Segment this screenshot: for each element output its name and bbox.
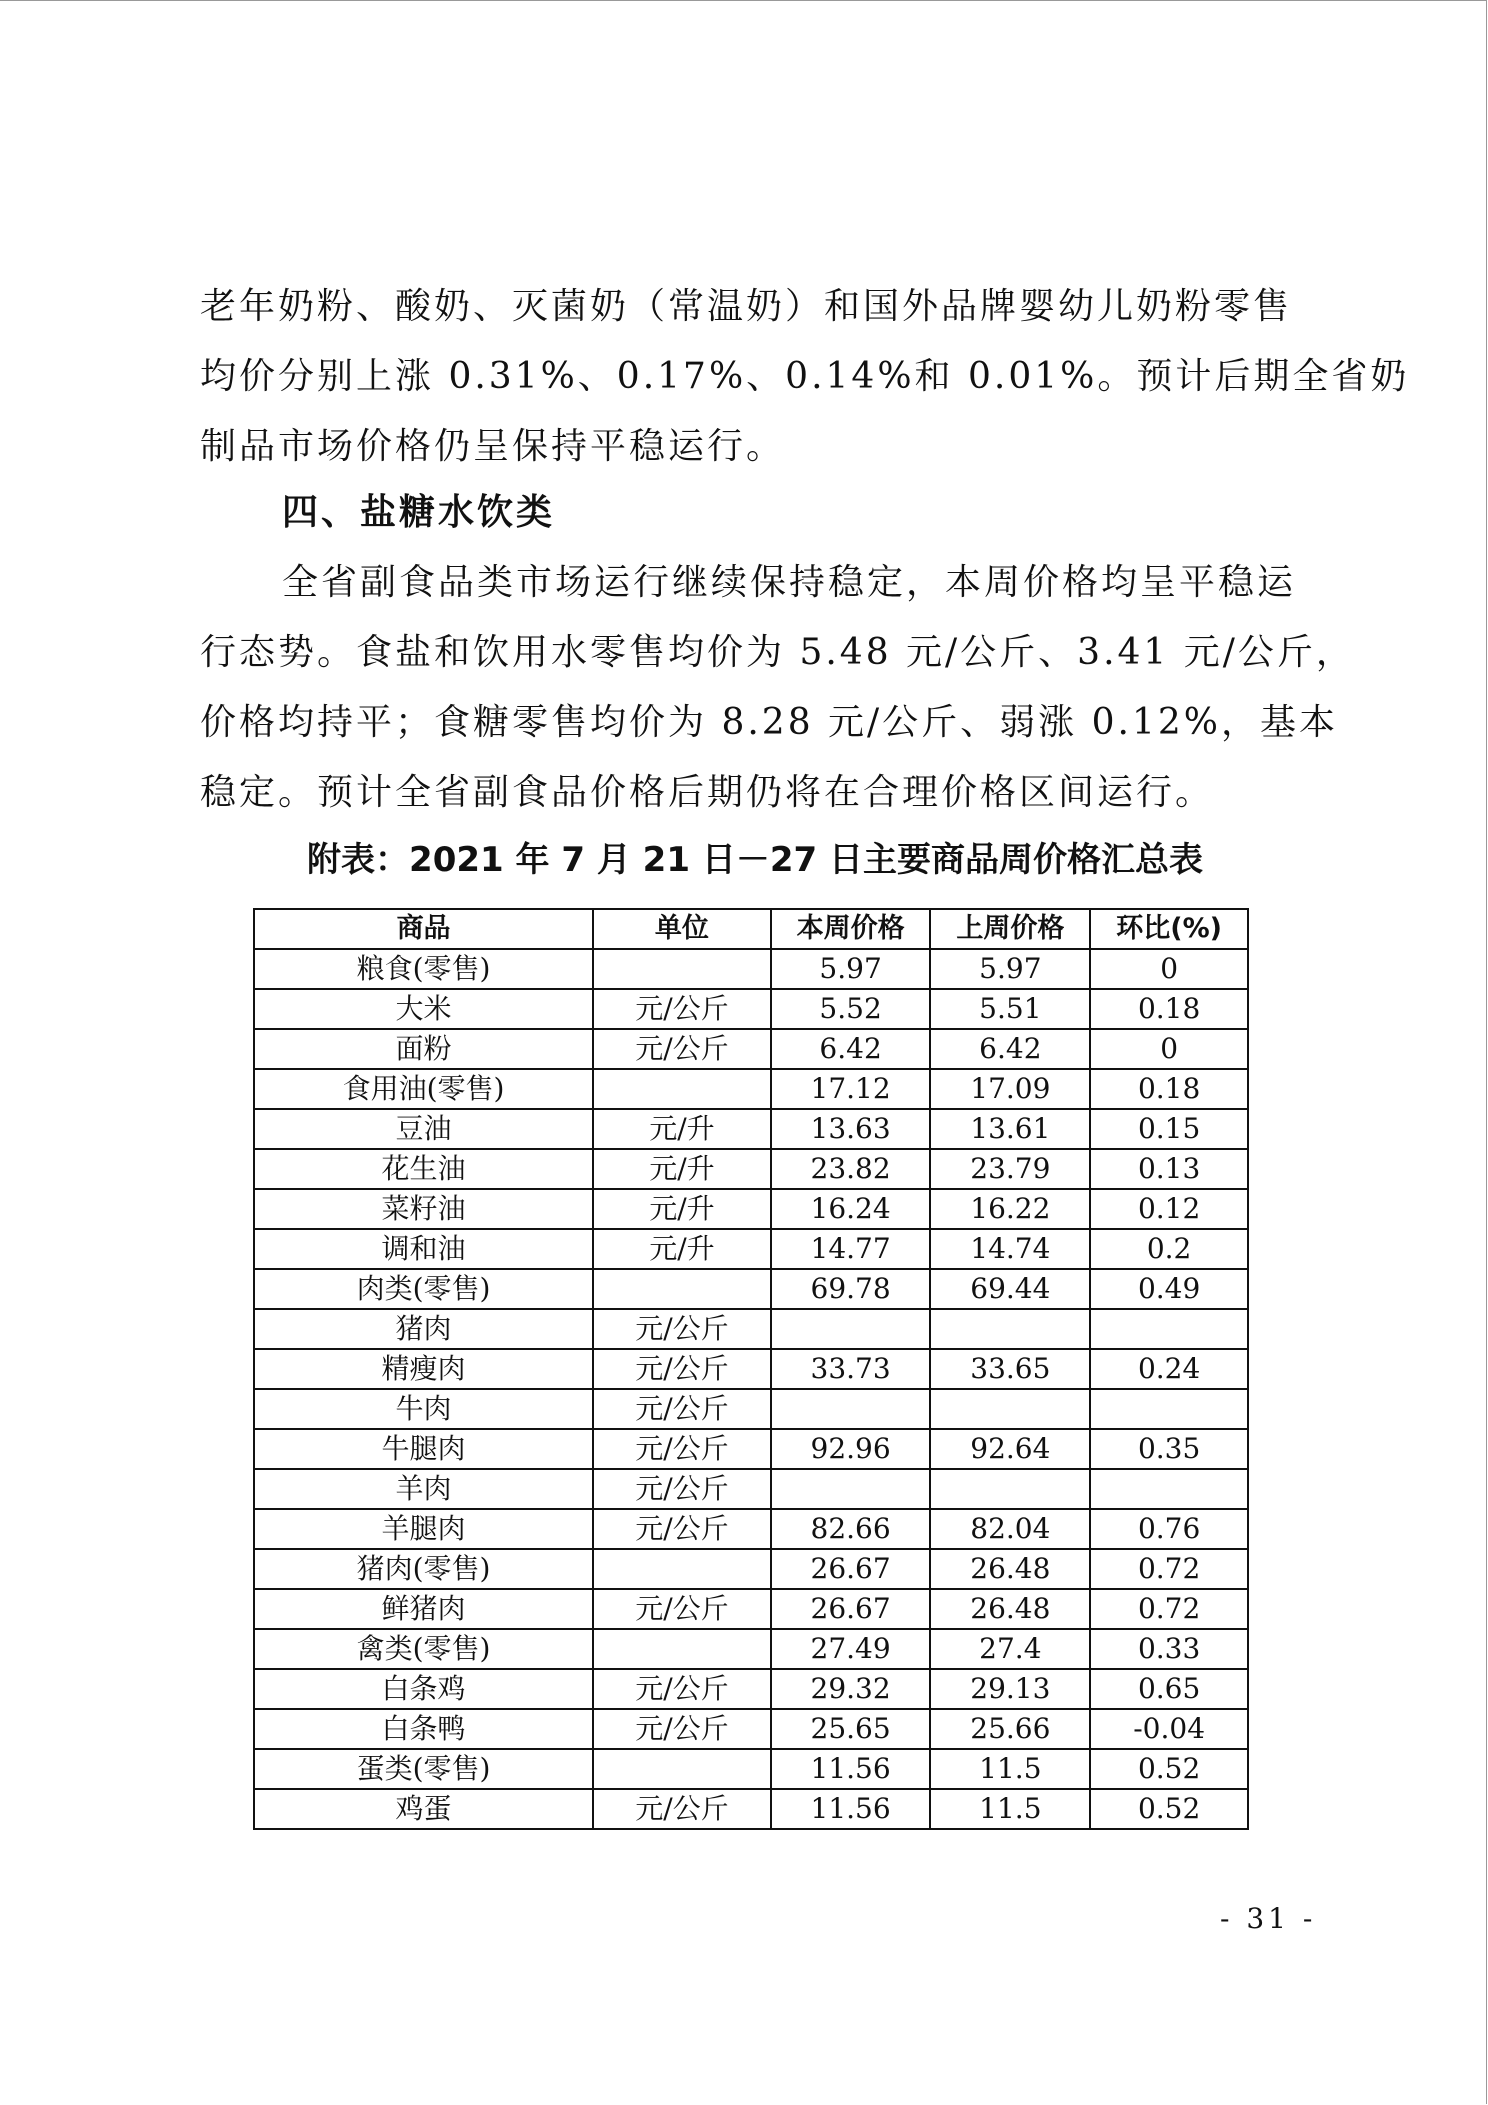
cell-change: 0.76	[1090, 1509, 1248, 1549]
cell-unit	[593, 1629, 771, 1669]
cell-last-week: 6.42	[930, 1029, 1090, 1069]
cell-unit	[593, 1069, 771, 1109]
cell-change: 0.52	[1090, 1789, 1248, 1829]
cell-this-week: 17.12	[771, 1069, 931, 1109]
cell-this-week: 5.52	[771, 989, 931, 1029]
cell-unit: 元/公斤	[593, 1349, 771, 1389]
cell-this-week: 26.67	[771, 1549, 931, 1589]
cell-this-week: 16.24	[771, 1189, 931, 1229]
table-row	[254, 1789, 1248, 1829]
table-row	[254, 1229, 1248, 1269]
table-row	[254, 949, 1248, 989]
cell-change: 0.49	[1090, 1269, 1248, 1309]
paragraph-line: 稳定。预计全省副食品价格后期仍将在合理价格区间运行。	[200, 772, 1215, 813]
table-header-row	[254, 909, 1248, 949]
cell-unit: 元/公斤	[593, 1509, 771, 1549]
page-number: - 31 -	[1220, 1902, 1317, 1935]
cell-unit: 元/升	[593, 1229, 771, 1269]
cell-last-week: 82.04	[930, 1509, 1090, 1549]
cell-change	[1090, 1469, 1248, 1509]
cell-this-week: 25.65	[771, 1709, 931, 1749]
cell-commodity: 羊腿肉	[254, 1509, 593, 1549]
table-row	[254, 1629, 1248, 1669]
cell-commodity: 肉类(零售)	[254, 1269, 593, 1309]
cell-this-week: 6.42	[771, 1029, 931, 1069]
table-row	[254, 1109, 1248, 1149]
cell-last-week: 29.13	[930, 1669, 1090, 1709]
header-change-percent: 环比(%)	[1090, 909, 1248, 949]
cell-last-week	[930, 1309, 1090, 1349]
cell-change: 0.15	[1090, 1109, 1248, 1149]
cell-this-week: 29.32	[771, 1669, 931, 1709]
cell-this-week: 33.73	[771, 1349, 931, 1389]
table-row	[254, 989, 1248, 1029]
cell-last-week: 5.97	[930, 949, 1090, 989]
table-row	[254, 1709, 1248, 1749]
cell-commodity: 食用油(零售)	[254, 1069, 593, 1109]
table-row	[254, 1429, 1248, 1469]
cell-unit: 元/公斤	[593, 1429, 771, 1469]
cell-commodity: 大米	[254, 989, 593, 1029]
table-row	[254, 1309, 1248, 1349]
cell-last-week: 92.64	[930, 1429, 1090, 1469]
cell-last-week: 69.44	[930, 1269, 1090, 1309]
header-last-week-price: 上周价格	[930, 909, 1090, 949]
cell-this-week: 13.63	[771, 1109, 931, 1149]
paragraph-salt-sugar	[200, 548, 1355, 828]
cell-commodity: 鲜猪肉	[254, 1589, 593, 1629]
cell-commodity: 精瘦肉	[254, 1349, 593, 1389]
table-row	[254, 1269, 1248, 1309]
cell-last-week: 14.74	[930, 1229, 1090, 1269]
cell-unit: 元/公斤	[593, 1669, 771, 1709]
table-row	[254, 1549, 1248, 1589]
cell-commodity: 猪肉(零售)	[254, 1549, 593, 1589]
cell-change: 0	[1090, 1029, 1248, 1069]
cell-this-week	[771, 1309, 931, 1349]
cell-commodity: 调和油	[254, 1229, 593, 1269]
cell-last-week: 13.61	[930, 1109, 1090, 1149]
cell-unit: 元/公斤	[593, 1709, 771, 1749]
cell-commodity: 禽类(零售)	[254, 1629, 593, 1669]
paragraph-dairy	[200, 272, 1410, 482]
cell-unit: 元/公斤	[593, 1589, 771, 1629]
cell-unit	[593, 949, 771, 989]
cell-unit	[593, 1269, 771, 1309]
cell-change: 0.33	[1090, 1629, 1248, 1669]
cell-change: 0.72	[1090, 1589, 1248, 1629]
cell-commodity: 白条鸡	[254, 1669, 593, 1709]
cell-commodity: 豆油	[254, 1109, 593, 1149]
cell-change: -0.04	[1090, 1709, 1248, 1749]
cell-change: 0.24	[1090, 1349, 1248, 1389]
table-row	[254, 1469, 1248, 1509]
cell-last-week: 27.4	[930, 1629, 1090, 1669]
cell-change: 0.13	[1090, 1149, 1248, 1189]
cell-this-week: 82.66	[771, 1509, 931, 1549]
cell-unit: 元/公斤	[593, 1789, 771, 1829]
cell-change: 0.2	[1090, 1229, 1248, 1269]
cell-commodity: 白条鸭	[254, 1709, 593, 1749]
header-unit: 单位	[593, 909, 771, 949]
cell-change: 0.52	[1090, 1749, 1248, 1789]
header-commodity: 商品	[254, 909, 593, 949]
cell-change: 0.35	[1090, 1429, 1248, 1469]
cell-last-week: 25.66	[930, 1709, 1090, 1749]
cell-change: 0.18	[1090, 1069, 1248, 1109]
cell-unit: 元/公斤	[593, 1389, 771, 1429]
table-title: 附表：2021 年 7 月 21 日－27 日主要商品周价格汇总表	[307, 840, 1203, 880]
cell-last-week: 26.48	[930, 1549, 1090, 1589]
paragraph-line: 均价分别上涨 0.31%、0.17%、0.14%和 0.01%。预计后期全省奶	[200, 356, 1410, 397]
table-row	[254, 1509, 1248, 1549]
cell-this-week: 11.56	[771, 1789, 931, 1829]
cell-change: 0.12	[1090, 1189, 1248, 1229]
cell-commodity: 蛋类(零售)	[254, 1749, 593, 1789]
cell-change: 0	[1090, 949, 1248, 989]
cell-commodity: 鸡蛋	[254, 1789, 593, 1829]
table-row	[254, 1669, 1248, 1709]
cell-last-week: 11.5	[930, 1749, 1090, 1789]
cell-commodity: 牛腿肉	[254, 1429, 593, 1469]
cell-commodity: 羊肉	[254, 1469, 593, 1509]
cell-unit: 元/升	[593, 1149, 771, 1189]
cell-change: 0.65	[1090, 1669, 1248, 1709]
cell-change: 0.18	[1090, 989, 1248, 1029]
cell-commodity: 猪肉	[254, 1309, 593, 1349]
cell-last-week: 16.22	[930, 1189, 1090, 1229]
cell-last-week: 17.09	[930, 1069, 1090, 1109]
cell-unit	[593, 1749, 771, 1789]
cell-unit: 元/公斤	[593, 1469, 771, 1509]
cell-commodity: 花生油	[254, 1149, 593, 1189]
cell-commodity: 面粉	[254, 1029, 593, 1069]
table-row	[254, 1029, 1248, 1069]
cell-commodity: 粮食(零售)	[254, 949, 593, 989]
cell-commodity: 菜籽油	[254, 1189, 593, 1229]
cell-this-week: 11.56	[771, 1749, 931, 1789]
cell-last-week: 26.48	[930, 1589, 1090, 1629]
cell-unit: 元/升	[593, 1189, 771, 1229]
paragraph-line: 价格均持平；食糖零售均价为 8.28 元/公斤、弱涨 0.12%，基本	[200, 702, 1338, 743]
cell-unit	[593, 1549, 771, 1589]
table-row	[254, 1349, 1248, 1389]
header-this-week-price: 本周价格	[771, 909, 931, 949]
cell-last-week	[930, 1469, 1090, 1509]
table-row	[254, 1069, 1248, 1109]
table-body	[254, 949, 1248, 1829]
paragraph-line: 老年奶粉、酸奶、灭菌奶（常温奶）和国外品牌婴幼儿奶粉零售	[200, 286, 1293, 327]
cell-this-week: 23.82	[771, 1149, 931, 1189]
section-heading: 四、盐糖水饮类	[282, 492, 556, 533]
cell-change: 0.72	[1090, 1549, 1248, 1589]
cell-last-week: 33.65	[930, 1349, 1090, 1389]
cell-commodity: 牛肉	[254, 1389, 593, 1429]
table-row	[254, 1589, 1248, 1629]
price-summary-table	[253, 908, 1249, 1830]
cell-last-week: 5.51	[930, 989, 1090, 1029]
cell-unit: 元/公斤	[593, 1029, 771, 1069]
cell-unit: 元/公斤	[593, 989, 771, 1029]
cell-this-week: 26.67	[771, 1589, 931, 1629]
cell-last-week: 11.5	[930, 1789, 1090, 1829]
cell-this-week	[771, 1469, 931, 1509]
table-row	[254, 1149, 1248, 1189]
table-row	[254, 1389, 1248, 1429]
cell-this-week: 27.49	[771, 1629, 931, 1669]
paragraph-line: 制品市场价格仍呈保持平稳运行。	[200, 426, 786, 467]
cell-this-week: 5.97	[771, 949, 931, 989]
cell-unit: 元/公斤	[593, 1309, 771, 1349]
table-row	[254, 1189, 1248, 1229]
paragraph-line: 全省副食品类市场运行继续保持稳定，本周价格均呈平稳运	[282, 562, 1297, 603]
cell-this-week: 69.78	[771, 1269, 931, 1309]
cell-change	[1090, 1389, 1248, 1429]
cell-this-week: 92.96	[771, 1429, 931, 1469]
cell-this-week: 14.77	[771, 1229, 931, 1269]
cell-unit: 元/升	[593, 1109, 771, 1149]
cell-last-week	[930, 1389, 1090, 1429]
cell-change	[1090, 1309, 1248, 1349]
cell-last-week: 23.79	[930, 1149, 1090, 1189]
cell-this-week	[771, 1389, 931, 1429]
table-row	[254, 1749, 1248, 1789]
paragraph-line: 行态势。食盐和饮用水零售均价为 5.48 元/公斤、3.41 元/公斤，	[200, 632, 1355, 673]
